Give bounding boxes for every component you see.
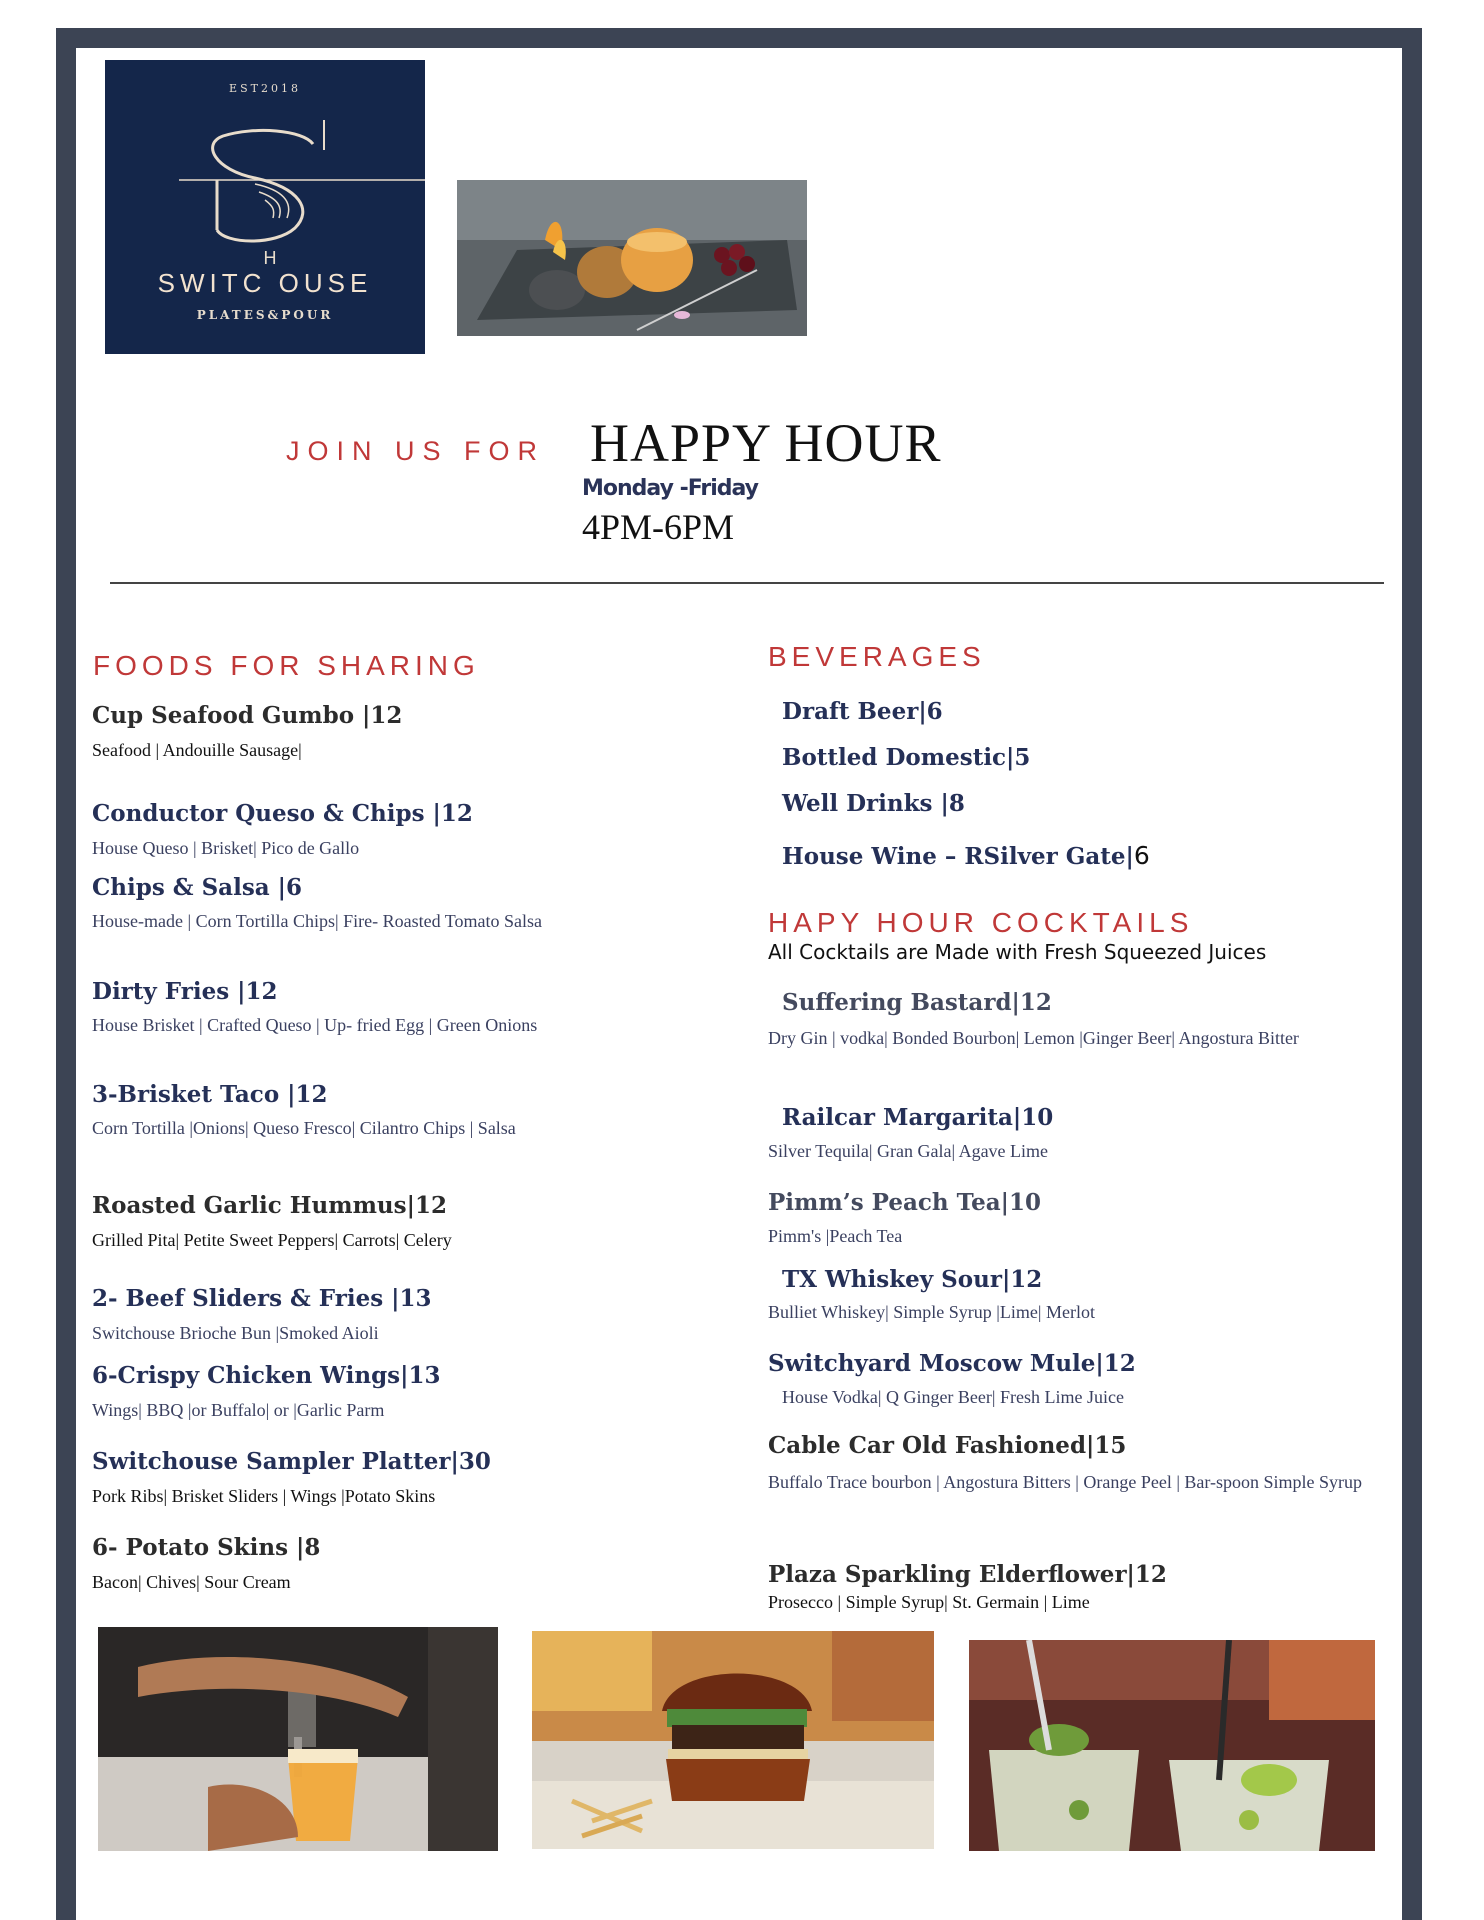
food-item-desc: House-made | Corn Tortilla Chips| Fire- Roasted Tomato Salsa	[92, 911, 542, 931]
happy-hour-title: HAPPY HOUR	[590, 413, 942, 473]
food-item-desc: House Brisket | Crafted Queso | Up- fried Egg | Green Onions	[92, 1015, 538, 1035]
food-item-name: Roasted Garlic Hummus|12	[92, 1192, 447, 1219]
food-item-name: Dirty Fries |12	[92, 978, 278, 1005]
cocktail-tray-photo	[457, 180, 807, 336]
food-item-desc: Switchouse Brioche Bun |Smoked Aioli	[92, 1323, 379, 1343]
food-item-desc: Corn Tortilla |Onions| Queso Fresco| Cilantro Chips | Salsa	[92, 1118, 516, 1138]
beverage-item: Well Drinks |8	[782, 790, 965, 817]
food-item-name: Cup Seafood Gumbo |12	[92, 702, 403, 729]
logo-name: SWITC OUSE	[157, 268, 373, 298]
days-label: Monday -Friday	[582, 476, 758, 501]
food-item-name: Conductor Queso & Chips |12	[92, 800, 473, 827]
food-item-name: Switchouse Sampler Platter|30	[92, 1448, 491, 1475]
food-item-desc: Bacon| Chives| Sour Cream	[92, 1572, 291, 1592]
logo-h-letter: H	[263, 248, 277, 268]
food-item-desc: Wings| BBQ |or Buffalo| or |Garlic Parm	[92, 1400, 385, 1420]
beverage-item-price: 6	[1133, 841, 1150, 870]
food-item-name: 3-Brisket Taco |12	[92, 1081, 328, 1108]
cocktail-item-name: Pimm’s Peach Tea|10	[768, 1189, 1042, 1216]
cocktail-item-name: TX Whiskey Sour|12	[782, 1266, 1043, 1293]
food-item-desc: Pork Ribs| Brisket Sliders | Wings |Potato Skins	[92, 1486, 436, 1506]
switchouse-logo	[105, 60, 425, 354]
cocktail-item-desc: Prosecco | Simple Syrup| St. Germain | Lime	[768, 1592, 1090, 1612]
beverage-item	[782, 841, 1150, 870]
cocktail-item-name: Suffering Bastard|12	[782, 989, 1052, 1016]
food-item-desc: House Queso | Brisket| Pico de Gallo	[92, 838, 360, 858]
foods-section-title: FOODS FOR SHARING	[93, 650, 480, 681]
cocktail-item-desc: Dry Gin | vodka| Bonded Bourbon| Lemon |Ginger Beer| Angostura Bitter	[768, 1028, 1299, 1048]
cocktail-item-name: Switchyard Moscow Mule|12	[768, 1350, 1136, 1377]
beer-pour-photo	[98, 1627, 498, 1851]
cocktail-item-desc: Bulliet Whiskey| Simple Syrup |Lime| Merlot	[768, 1302, 1095, 1322]
food-item-name: Chips & Salsa |6	[92, 874, 303, 901]
beverages-section-title: BEVERAGES	[768, 641, 986, 672]
cocktail-item-desc: Silver Tequila| Gran Gala| Agave Lime	[768, 1141, 1049, 1161]
mojito-photo	[969, 1640, 1375, 1851]
cocktail-item-desc: Buffalo Trace bourbon | Angostura Bitters | Orange Peel | Bar-spoon Simple Syrup	[768, 1472, 1363, 1492]
beverage-item-name: House Wine – RSilver Gate|	[782, 843, 1134, 870]
cocktail-item-name: Plaza Sparkling Elderflower|12	[768, 1561, 1167, 1588]
beverage-item: Draft Beer|6	[782, 698, 943, 725]
hours-label: 4PM-6PM	[582, 507, 735, 547]
join-us-text: JOIN US FOR	[286, 436, 546, 466]
logo-established: EST2018	[229, 82, 301, 95]
cocktail-item-name: Cable Car Old Fashioned|15	[768, 1432, 1127, 1459]
cocktail-item-desc: House Vodka| Q Ginger Beer| Fresh Lime Juice	[782, 1387, 1124, 1407]
food-item-name: 6-Crispy Chicken Wings|13	[92, 1362, 441, 1389]
cocktail-item-name: Railcar Margarita|10	[782, 1104, 1054, 1131]
logo-subtitle: PLATES&POUR	[196, 308, 334, 322]
cocktails-note: All Cocktails are Made with Fresh Squeezed Juices	[768, 940, 1267, 964]
beverage-item: Bottled Domestic|5	[782, 744, 1031, 771]
food-item-desc: Grilled Pita| Petite Sweet Peppers| Carrots| Celery	[92, 1230, 452, 1250]
burger-photo	[532, 1631, 934, 1849]
food-item-name: 6- Potato Skins |8	[92, 1534, 321, 1561]
food-item-desc: Seafood | Andouille Sausage|	[92, 740, 302, 760]
cocktail-item-desc: Pimm's |Peach Tea	[768, 1226, 903, 1246]
food-item-name: 2- Beef Sliders & Fries |13	[92, 1285, 432, 1312]
header-divider	[110, 582, 1384, 584]
cocktails-section-title: HAPY HOUR COCKTAILS	[768, 907, 1194, 938]
